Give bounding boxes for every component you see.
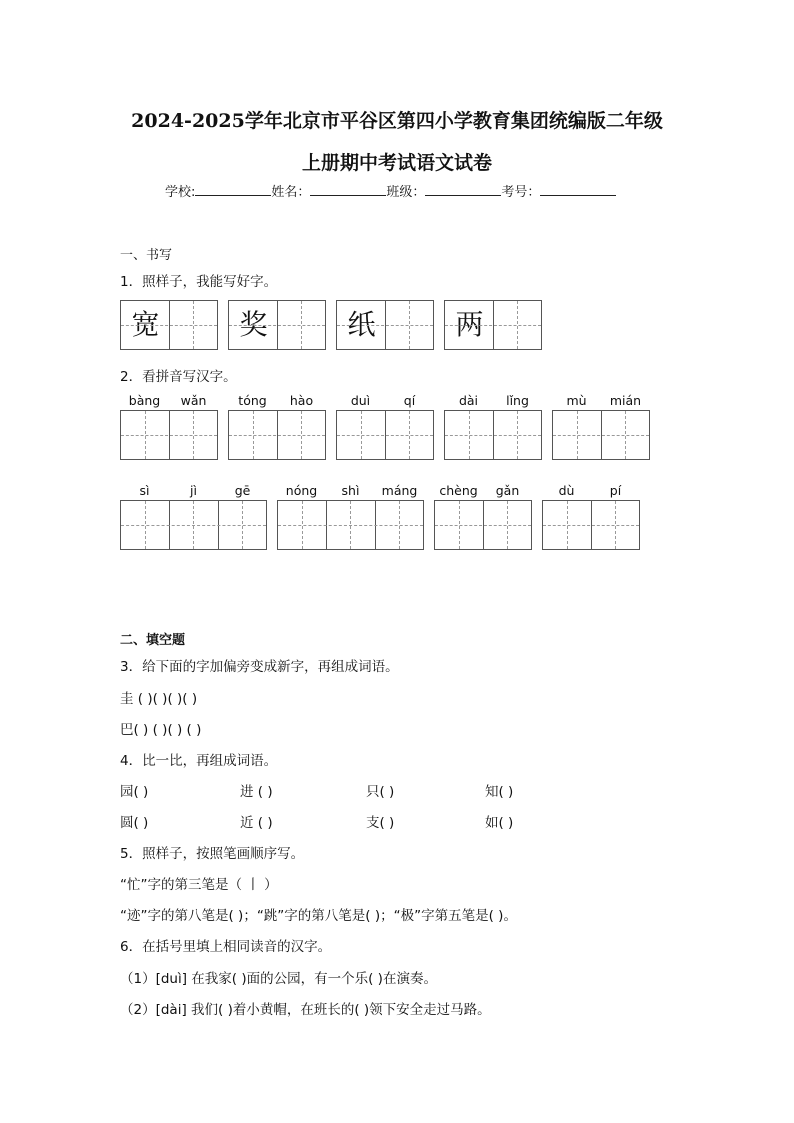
q4-item[interactable]: 进 ( ): [240, 784, 273, 800]
pinyin-label: sì: [139, 483, 150, 498]
pinyin-label: duì: [350, 393, 371, 408]
q3-line1[interactable]: 圭 ( )( )( )( ): [120, 691, 198, 707]
school-field[interactable]: [195, 181, 271, 196]
exam-no-label: 考号：: [501, 185, 541, 200]
q6-line1[interactable]: （1）[duì] 在我家( )面的公园，有一个乐( )在演奏。: [120, 971, 437, 987]
pinyin-label: wǎn: [180, 393, 207, 408]
model-char: 宽: [131, 308, 160, 341]
pinyin-label: máng: [381, 483, 418, 498]
student-info-line: [165, 181, 616, 200]
exam-title-line1: 2024-2025学年北京市平谷区第四小学教育集团统编版二年级: [131, 110, 663, 132]
pinyin-label: nóng: [285, 483, 318, 498]
class-field[interactable]: [425, 181, 501, 196]
q4-item[interactable]: 近 ( ): [240, 815, 273, 831]
q4-text: 4．比一比，再组成词语。: [120, 753, 278, 769]
q5-line[interactable]: “迹”字的第八笔是( )；“跳”字的第八笔是( )；“极”字第五笔是( )。: [120, 908, 517, 924]
q5-example: “忙”字的第三笔是（ 丨 ）: [120, 877, 278, 893]
pinyin-grid[interactable]: [552, 410, 650, 460]
section2-heading: 二、填空题: [120, 633, 186, 648]
pinyin-label: jì: [190, 483, 197, 498]
exam-no-field[interactable]: [540, 181, 616, 196]
section1-heading: 一、书写: [120, 248, 173, 263]
pinyin-label: gē: [234, 483, 251, 498]
pinyin-label: hào: [289, 393, 314, 408]
q4-item[interactable]: 园( ): [120, 784, 149, 800]
name-field[interactable]: [310, 181, 386, 196]
name-label: 姓名：: [271, 185, 311, 200]
exam-title-line2: 上册期中考试语文试卷: [301, 152, 492, 174]
class-label: 班级：: [386, 185, 426, 200]
q1-text: 1．照样子，我能写好字。: [120, 274, 278, 290]
pinyin-grid[interactable]: [228, 410, 326, 460]
q2-text: 2．看拼音写汉字。: [120, 369, 237, 385]
school-label: 学校:: [165, 185, 196, 200]
q6-text: 6．在括号里填上相同读音的汉字。: [120, 939, 332, 955]
q1-grid-4[interactable]: [444, 300, 542, 350]
pinyin-grid[interactable]: [542, 500, 640, 550]
pinyin-grid[interactable]: [444, 410, 542, 460]
pinyin-label: dài: [458, 393, 479, 408]
q1-grid-2[interactable]: [228, 300, 326, 350]
q3-line2[interactable]: 巴( ) ( )( ) ( ): [120, 722, 202, 738]
pinyin-label: dù: [558, 483, 575, 498]
q1-grid-1[interactable]: [120, 300, 218, 350]
model-char: 两: [455, 308, 484, 341]
pinyin-label: pí: [609, 483, 622, 498]
pinyin-label: gǎn: [495, 483, 520, 498]
model-char: 奖: [239, 308, 268, 341]
model-char: 纸: [347, 308, 376, 341]
pinyin-label: lǐng: [506, 393, 529, 408]
pinyin-label: tóng: [238, 393, 267, 408]
pinyin-label: qí: [403, 393, 416, 408]
pinyin-grid[interactable]: [120, 410, 218, 460]
q6-line2[interactable]: （2）[dài] 我们( )着小黄帽，在班长的( )领下安全走过马路。: [120, 1002, 491, 1018]
q4-item[interactable]: 知( ): [485, 784, 514, 800]
q4-item[interactable]: 如( ): [485, 815, 514, 831]
q4-item[interactable]: 只( ): [366, 784, 395, 800]
q4-item[interactable]: 圆( ): [120, 815, 149, 831]
pinyin-grid[interactable]: [120, 500, 267, 550]
pinyin-label: bàng: [128, 393, 161, 408]
pinyin-grid[interactable]: [277, 500, 424, 550]
pinyin-grid[interactable]: [336, 410, 434, 460]
q1-grid-3[interactable]: [336, 300, 434, 350]
q4-item[interactable]: 支( ): [366, 815, 395, 831]
pinyin-grid[interactable]: [434, 500, 532, 550]
pinyin-label: mián: [609, 393, 642, 408]
q5-text: 5．照样子，按照笔画顺序写。: [120, 846, 305, 862]
pinyin-label: shì: [341, 483, 360, 498]
pinyin-label: chèng: [439, 483, 478, 498]
pinyin-label: mù: [566, 393, 587, 408]
q3-text: 3．给下面的字加偏旁变成新字，再组成词语。: [120, 659, 399, 675]
